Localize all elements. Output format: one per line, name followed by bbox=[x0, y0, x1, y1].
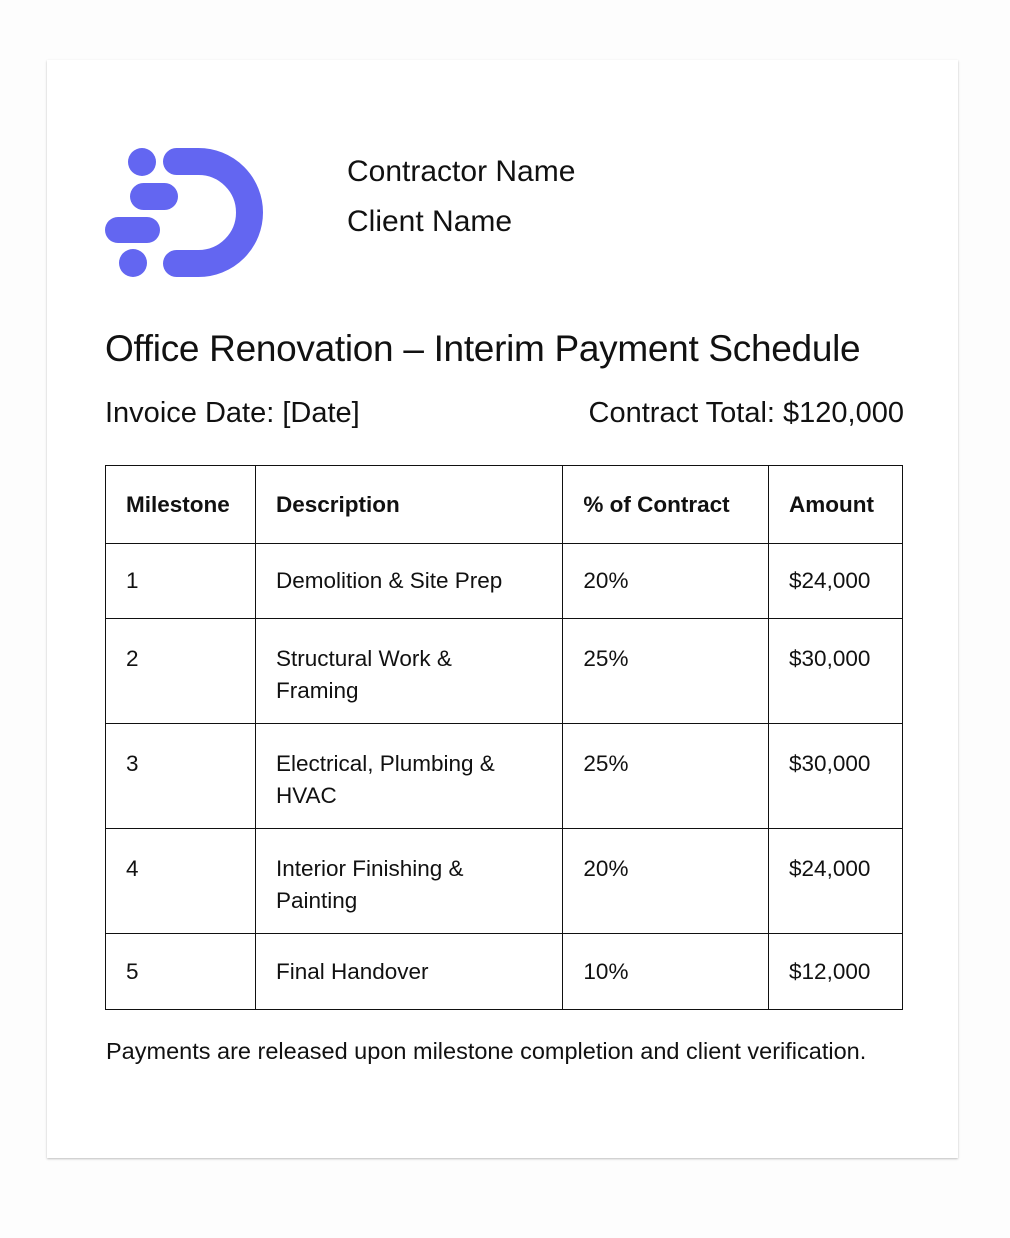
milestone-cell: 5 bbox=[106, 934, 256, 1010]
percent-cell: 25% bbox=[563, 619, 769, 724]
contractor-name: Contractor Name bbox=[347, 155, 576, 188]
payment-note: Payments are released upon milestone completion and client verification. bbox=[106, 1038, 867, 1064]
table-row bbox=[106, 724, 903, 829]
table-row bbox=[106, 934, 903, 1010]
contract-total: Contract Total: $120,000 bbox=[588, 397, 904, 429]
amount-cell: $12,000 bbox=[769, 934, 903, 1010]
table-header-row bbox=[106, 466, 903, 544]
percent-cell: 25% bbox=[563, 724, 769, 829]
milestone-cell: 1 bbox=[106, 544, 256, 619]
description-cell: Electrical, Plumbing & HVAC bbox=[255, 724, 562, 829]
milestone-cell: 4 bbox=[106, 829, 256, 934]
percent-cell: 10% bbox=[563, 934, 769, 1010]
amount-cell: $24,000 bbox=[769, 829, 903, 934]
document-title: Office Renovation – Interim Payment Schedule bbox=[105, 328, 861, 369]
table-row bbox=[106, 544, 903, 619]
table-row bbox=[106, 619, 903, 724]
amount-cell: $24,000 bbox=[769, 544, 903, 619]
invoice-date: Invoice Date: [Date] bbox=[105, 397, 360, 429]
amount-cell: $30,000 bbox=[769, 724, 903, 829]
milestone-cell: 3 bbox=[106, 724, 256, 829]
description-cell: Final Handover bbox=[255, 934, 562, 1010]
table-row bbox=[106, 829, 903, 934]
milestone-cell: 2 bbox=[106, 619, 256, 724]
column-header: Description bbox=[255, 466, 562, 544]
percent-cell: 20% bbox=[563, 544, 769, 619]
column-header: % of Contract bbox=[563, 466, 769, 544]
description-cell: Structural Work & Framing bbox=[255, 619, 562, 724]
column-header: Amount bbox=[769, 466, 903, 544]
percent-cell: 20% bbox=[563, 829, 769, 934]
client-name: Client Name bbox=[347, 205, 513, 238]
column-header: Milestone bbox=[106, 466, 256, 544]
company-logo-icon bbox=[100, 140, 270, 285]
amount-cell: $30,000 bbox=[769, 619, 903, 724]
description-cell: Demolition & Site Prep bbox=[255, 544, 562, 619]
payment-schedule-table bbox=[105, 465, 903, 1010]
description-cell: Interior Finishing & Painting bbox=[255, 829, 562, 934]
